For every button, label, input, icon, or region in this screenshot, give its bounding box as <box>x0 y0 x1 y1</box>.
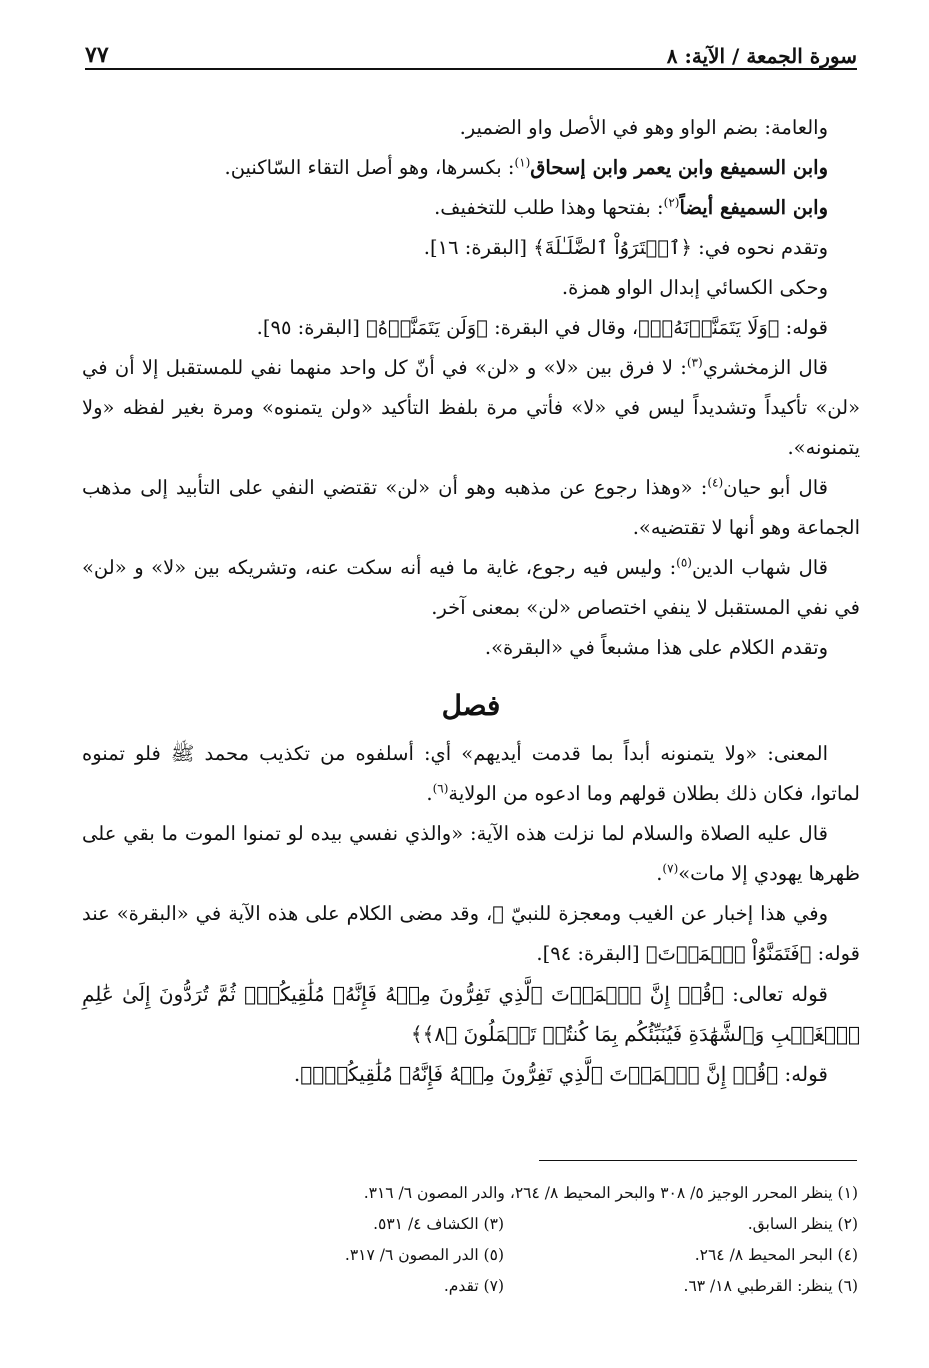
paragraph: وابن السميفع أيضاً$^{(٢)}$: بفتحها وهذا طلب للتخفيف. <box>434 195 828 219</box>
footnote-ref: (٧) <box>662 861 679 876</box>
footnote: (٢) ينظر السابق. <box>747 1215 858 1233</box>
footnote-ref: (٥) <box>676 555 692 570</box>
footnote-ref: (٣) <box>686 355 703 370</box>
footnote: (٧) تقدم. <box>443 1277 504 1295</box>
footnote: (١) ينظر المحرر الوجيز ٥/ ٣٠٨ والبحر المحيط ٨/ ٢٦٤، والدر المصون ٦/ ٣١٦. <box>363 1184 858 1202</box>
paragraph: قال شهاب الدين$^{(٥)}$: وليس فيه رجوع، غاية ما فيه أنه سكت عنه، وتشريكه بين «لا» و «لن» في نفي المستقبل لا ينفي اختصاص «لن» بمعنى آخر. <box>82 555 860 619</box>
footnote: (٥) الدر المصون ٦/ ٣١٧. <box>344 1246 504 1264</box>
paragraph: قوله: ﴿وَلَا يَتَمَنَّوۡنَهُۥٓ﴾، وقال في البقرة: ﴿وَلَن يَتَمَنَّوۡهُ﴾ [البقرة: ٩٥]. <box>256 316 828 339</box>
bold-names: وابن السميفع أيضاً <box>679 196 828 219</box>
footnote: (٦) ينظر: القرطبي ١٨/ ٦٣. <box>683 1277 858 1295</box>
footnotes <box>150 1178 858 1302</box>
paragraph: وابن السميفع وابن يعمر وابن إسحاق$^{(١)}$: بكسرها، وهو أصل التقاء السّاكنين. <box>224 155 828 179</box>
footnote-divider <box>539 1160 857 1161</box>
paragraph: قال عليه الصلاة والسلام لما نزلت هذه الآية: «والذي نفسي بيده لو تمنوا الموت ما بقي على ظهرها يهودي إلا مات»$^{(٧)}$. <box>82 822 860 885</box>
footnote-ref: (١) <box>514 155 531 170</box>
bold-names: وابن السميفع وابن يعمر وابن إسحاق <box>530 156 828 179</box>
page-header <box>85 40 857 70</box>
paragraph: قال أبو حيان$^{(٤)}$: «وهذا رجوع عن مذهبه وهو أن «لن» تقتضي النفي على التأبيد إلى مذهب الجماعة وهو أنها لا تقتضيه». <box>82 475 860 539</box>
footnote-ref: (٦) <box>432 781 449 796</box>
footnote-row <box>150 1240 858 1271</box>
verse-paragraph: قوله تعالى: ﴿قُلۡ إِنَّ ٱلۡمَوۡتَ ٱلَّذِي تَفِرُّونَ مِنۡهُ فَإِنَّهُۥ مُلَٰقِيكُمۡۖ ثُمَّ تُرَدُّونَ إِلَىٰ عَٰلِمِ ٱلۡغَيۡبِ وَٱلشَّهَٰدَةِ فَيُنَبِّئُكُم بِمَا كُنتُمۡ تَعۡمَلُونَ ﴿٨﴾﴾ <box>82 982 860 1046</box>
footnote: (٤) البحر المحيط ٨/ ٢٦٤. <box>694 1246 858 1264</box>
footnote-row <box>150 1209 858 1240</box>
footnote-ref: (٤) <box>707 475 724 490</box>
paragraph: وحكى الكسائي إبدال الواو همزة. <box>561 276 828 299</box>
section-title: فصل <box>441 689 501 722</box>
paragraph: والعامة: بضم الواو وهو في الأصل واو الضمير. <box>459 116 828 139</box>
paragraph: وفي هذا إخبار عن الغيب ومعجزة للنبيّ ﷺ، وقد مضى الكلام على هذه الآية في «البقرة» عند قوله: ﴿فَتَمَنَّوُاْ ٱلۡمَوۡتَ﴾ [البقرة: ٩٤]. <box>82 902 860 965</box>
page-number: ٧٧ <box>85 42 109 68</box>
footnote-ref: (٢) <box>663 195 680 210</box>
paragraph: المعنى: «ولا يتمنونه أبداً بما قدمت أيديهم» أي: أسلفوه من تكذيب محمد ﷺ فلو تمنوه لماتوا، فكان ذلك بطلان قولهم وما ادعوه من الولاية$^{(٦)}$. <box>82 742 860 805</box>
verse-paragraph: قوله: ﴿قُلۡ إِنَّ ٱلۡمَوۡتَ ٱلَّذِي تَفِرُّونَ مِنۡهُ فَإِنَّهُۥ مُلَٰقِيكُمۡۖ﴾. <box>293 1062 828 1086</box>
paragraph: وتقدم نحوه في: ﴿ٱشۡتَرَوُاْ ٱلضَّلَـٰلَةَ﴾ [البقرة: ١٦]. <box>423 236 828 259</box>
paragraph: قال الزمخشري$^{(٣)}$: لا فرق بين «لا» و «لن» في أنّ كل واحد منهما نفي للمستقبل إلا أن في «لن» تأكيداً وتشديداً ليس في «لا» فأتي مرة بلفظ التأكيد «ولن يتمنوه» ومرة بغير لفظه «ولا يتمنونه». <box>82 355 860 459</box>
footnote-row <box>150 1271 858 1302</box>
footnote: (٣) الكشاف ٤/ ٥٣١. <box>373 1215 504 1233</box>
main-text <box>82 108 860 1094</box>
header-title: سورة الجمعة / الآية: ٨ <box>666 44 857 68</box>
paragraph: وتقدم الكلام على هذا مشبعاً في «البقرة». <box>484 636 828 659</box>
